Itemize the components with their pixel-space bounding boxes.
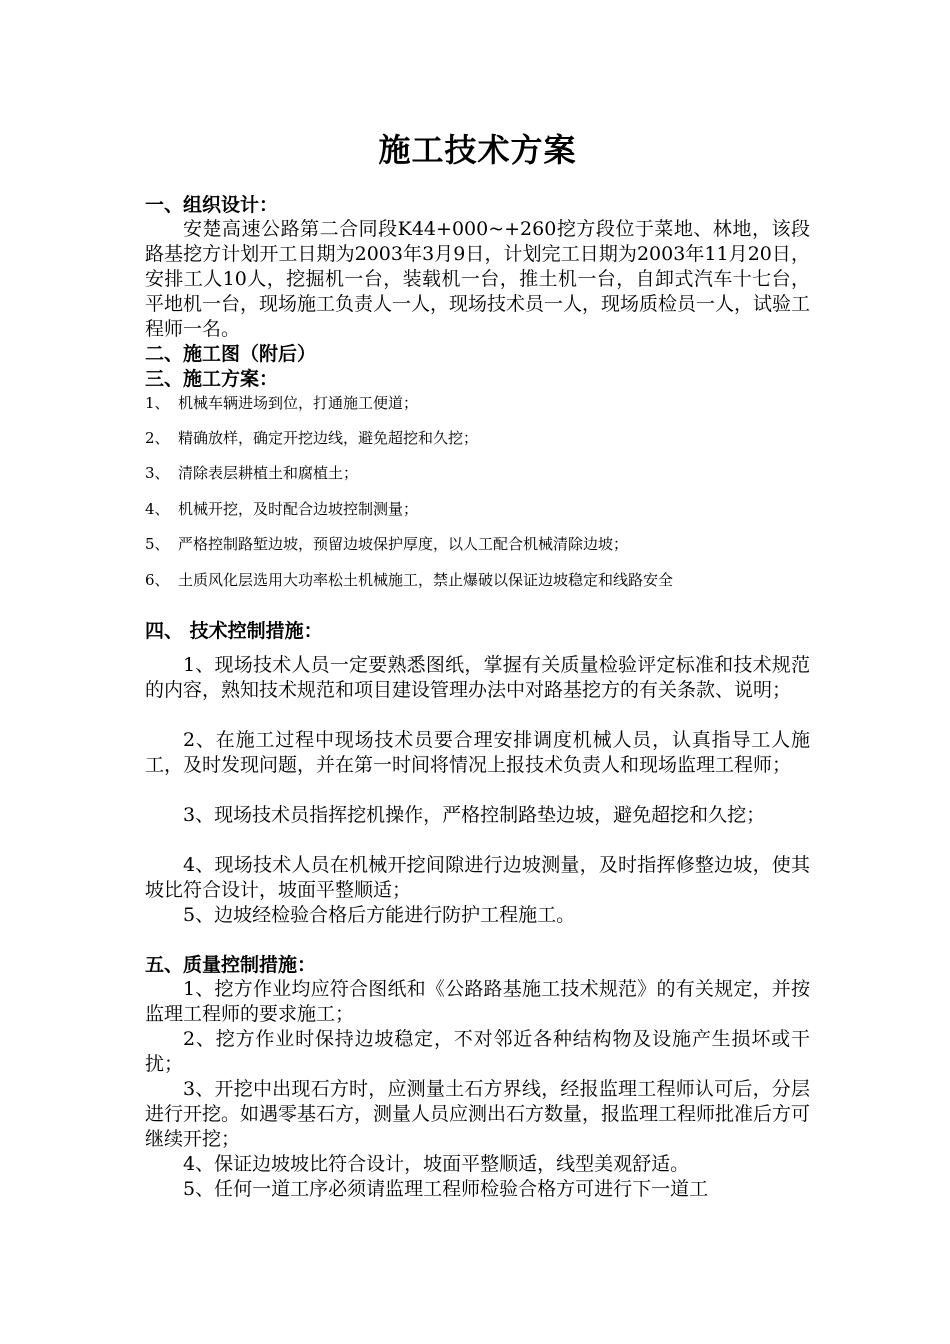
section-5-heading: 五、质量控制措施：	[145, 954, 317, 976]
section-4-heading: 四、 技术控制措施：	[145, 620, 323, 642]
plan-item-text: 机械开挖，及时配合边坡控制测量；	[178, 500, 419, 518]
plan-item-number: 5、	[145, 535, 170, 553]
plan-item-text: 土质风化层选用大功率松土机械施工，禁止爆破以保证边坡稳定和线路安全	[178, 571, 674, 589]
section-5-paragraph: 3、开挖中出现石方时，应测量土石方界线，经报监理工程师认可后，分层进行开挖。如遇零基石方，测量人员应测出石方数量，报监理工程师批准后方可继续开挖；	[145, 1078, 811, 1150]
plan-item-text: 精确放样，确定开挖边线，避免超挖和久挖；	[178, 429, 479, 447]
plan-item	[145, 499, 418, 519]
plan-item-number: 4、	[145, 500, 170, 518]
section-3-heading: 三、施工方案：	[145, 368, 279, 390]
plan-item-text: 严格控制路堑边坡，预留边坡保护厚度，以人工配合机械清除边坡；	[178, 535, 629, 553]
section-4-paragraph: 4、现场技术人员在机械开挖间隙进行边坡测量，及时指挥修整边坡，使其坡比符合设计，坡面平整顺适；	[145, 854, 810, 901]
section-2-heading: 二、施工图（附后）	[145, 343, 317, 365]
section-4-paragraph: 1、现场技术人员一定要熟悉图纸，掌握有关质量检验评定标准和技术规范的内容，熟知技术规范和项目建设管理办法中对路基挖方的有关条款、说明；	[145, 654, 810, 701]
section-1-body: 安楚高速公路第二合同段K44+000~+260挖方段位于菜地、林地，该段路基挖方计划开工日期为2003年3月9日，计划完工日期为2003年11月20日，安排工人10人，挖掘机一台，装载机一台，推土机一台，自卸式汽车十七台，平地机一台，现场施工负责人一人，现场技术员一人，现场质检员一人，试验工程师一名。	[145, 218, 811, 340]
plan-item-number: 6、	[145, 571, 170, 589]
section-5-paragraph: 5、任何一道工序必须请监理工程师检验合格方可进行下一道工	[183, 1178, 709, 1200]
section-5-paragraph: 1、挖方作业均应符合图纸和《公路路基施工技术规范》的有关规定，并按监理工程师的要求施工；	[145, 978, 810, 1025]
section-4-paragraph: 2、在施工过程中现场技术员要合理安排调度机械人员，认真指导工人施工，及时发现问题，并在第一时间将情况上报技术负责人和现场监理工程师；	[145, 729, 810, 776]
section-1-heading: 一、组织设计：	[145, 194, 279, 216]
section-4-paragraph: 5、边坡经检验合格后方能进行防护工程施工。	[183, 904, 576, 926]
plan-item-number: 1、	[145, 394, 170, 412]
plan-item-number: 3、	[145, 464, 170, 482]
plan-item-number: 2、	[145, 429, 170, 447]
section-5-paragraph: 2、挖方作业时保持边坡稳定，不对邻近各种结构物及设施产生损坏或干扰；	[145, 1028, 810, 1075]
section-5-paragraph: 4、保证边坡坡比符合设计，坡面平整顺适，线型美观舒适。	[183, 1153, 690, 1175]
document-title: 施工技术方案	[378, 131, 577, 169]
plan-item	[145, 534, 628, 554]
plan-item	[145, 463, 358, 483]
plan-item	[145, 570, 673, 590]
plan-item	[145, 393, 418, 413]
plan-item	[145, 428, 478, 448]
plan-item-text: 机械车辆进场到位，打通施工便道；	[178, 394, 419, 412]
section-4-paragraph: 3、现场技术员指挥挖机操作，严格控制路垫边坡，避免超挖和久挖；	[183, 804, 766, 826]
plan-item-text: 清除表层耕植土和腐植土；	[178, 464, 359, 482]
